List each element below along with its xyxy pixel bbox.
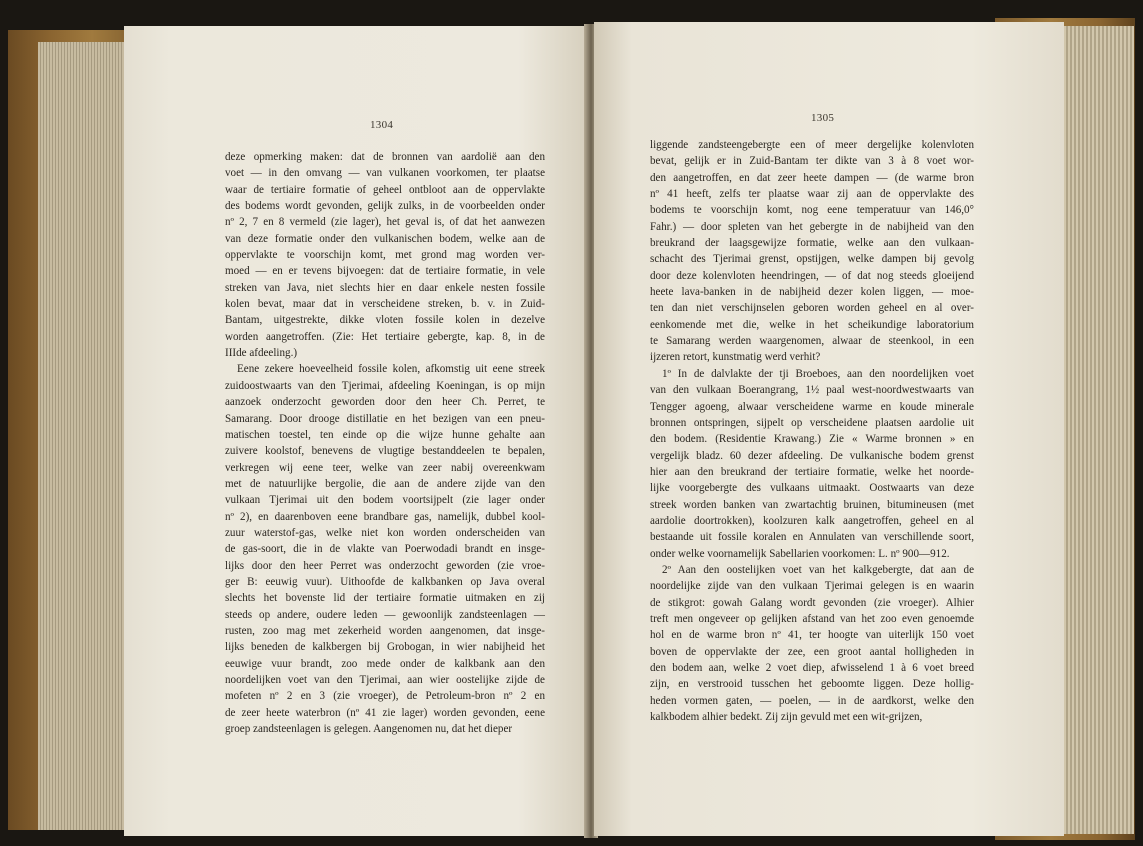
text-line: Samarang. Door drooge distillatie en het bezigen van een pneu- — [225, 412, 545, 425]
text-line: matischen toestel, ten einde op die wijze hunne gehalte aan — [225, 428, 545, 441]
text-line: moed — en er tevens bijvoegen: dat de tertiaire formatie, in vele — [225, 265, 545, 278]
text-line: lijke voorgebergte des vulkaans uitmaakt. Oostwaarts van deze — [650, 482, 974, 495]
text-line: bevat, gelijk er in Zuid-Bantam ter dikte van 3 à 8 voet wor- — [650, 155, 974, 168]
right-page-edges — [1062, 26, 1134, 834]
text-line: IIIde afdeeling.) — [225, 347, 298, 360]
text-line: ger B: eeuwig vuur). Uithoofde de kalkbanken op Java overal — [225, 575, 545, 588]
text-line: met de natuurlijke bergolie, die aan de andere zijde van den — [225, 477, 545, 490]
text-line: kalkbodem alhier bedekt. Zij zijn gevuld met een wit-grijzen, — [650, 711, 923, 724]
text-line: bodems te voorschijn komt, nog eene temperatuur van 146,0° — [650, 204, 974, 217]
text-line: kolen bevat, maar dat in verscheidene streken, b. v. in Zuid- — [225, 298, 545, 311]
text-line: de zeer heete waterbron (nº 41 zie lager) worden gevonden, eene — [225, 706, 545, 719]
text-line: te Samarang werden waargenomen, alwaar de steenkool, in een — [650, 335, 974, 348]
text-line: den bodem. (Residentie Krawang.) Zie « Warme bronnen » en — [650, 433, 974, 446]
text-line: den bodem aan, welke 2 voet diep, afwisselend 1 à 6 voet breed — [650, 662, 974, 674]
text-line: lijks beneden de kalkbergen bij Grobogan, in wier nabijheid het — [225, 641, 545, 654]
text-line: bestaande uit fossile koralen en Annulaten van verschillende soort, — [650, 531, 974, 544]
text-line: bronnen ontspringen, sijpelt op verscheidene plaatsen aardolie uit — [650, 416, 974, 429]
text-line: eenkomende met die, welke in het scheikundige laboratorium — [650, 318, 974, 331]
text-line: onder welke voornamelijk Sabellarien voorkomen: L. nº 900—912. — [650, 547, 950, 560]
text-line: waar de tertiaire formatie of geheel ontbloot aan de oppervlakte — [225, 183, 545, 196]
text-line: lijks door den heer Perret was onderzocht geworden (zie vroe- — [225, 559, 545, 572]
text-line: breukrand der laagsgewijze formatie, welke aan den vulkaan- — [650, 237, 974, 250]
text-line: 1º In de dalvlakte der tji Broeboes, aan den noordelijken voet — [662, 367, 974, 380]
text-line: nº 41 heeft, zelfs ter plaatse waar zij aan de oppervlakte des — [650, 188, 974, 201]
left-page-text — [225, 149, 545, 737]
text-line: vergelijk bladz. 60 dezer afdeeling. De vulkanische bodem grenst — [650, 449, 974, 462]
text-line: nº 2), en daarenboven eene brandbare gas, namelijk, dubbel kool- — [225, 510, 545, 523]
text-line: rusten, zoo mag met zekerheid worden aangenomen, dat insge- — [225, 624, 545, 637]
text-line: zijn, en verstrooid tusschen het geboomte liggen. Deze hollig- — [650, 678, 974, 691]
text-line: de gas-soort, die in de vlakte van Poerwodadi brandt en insge- — [225, 543, 545, 556]
text-line: van deze formatie onder den vulkanischen bodem, welke aan de — [225, 232, 545, 245]
right-page — [594, 22, 1064, 836]
left-page-number: 1304 — [370, 119, 394, 131]
text-line: Fahr.) — door spleten van het gebergte in de nabijheid van den — [650, 220, 974, 233]
text-line: verkregen wij eene teer, welke van zeer nabij overeenkwam — [225, 461, 545, 474]
text-line: Bantam, uitgestrekte, dikke vloten fossile kolen in dezelve — [225, 314, 545, 327]
left-page — [124, 26, 588, 836]
text-line: heete lava-banken in de nabijheid dezer kolen liggen, — moe- — [650, 286, 974, 299]
text-line: mofeten nº 2 en 3 (zie vroeger), de Petroleum-bron nº 2 en — [225, 690, 545, 703]
text-line: ijzeren retort, kunstmatig werd verhit? — [650, 351, 821, 364]
text-line: worden aangetroffen. (Zie: Het tertiaire gebergte, kap. 8, in de — [225, 330, 545, 343]
text-line: zuidoostwaarts van den Tjerimai, afdeeling Koeningan, is op mijn — [225, 379, 545, 392]
text-line: eeuwige vuur brandt, zoo mede onder de kalkbank aan den — [225, 657, 545, 670]
text-line: noordelijke zijde van den vulkaan Tjerimai gelegen is en waarin — [650, 580, 974, 593]
text-line: nº 2, 7 en 8 vermeld (zie lager), het geval is, of dat het aanwezen — [225, 216, 545, 229]
right-page-number: 1305 — [811, 112, 835, 124]
right-page-text — [650, 137, 974, 725]
text-line: liggende zandsteengebergte een of meer dergelijke kolenvloten — [650, 139, 974, 151]
text-line: des bodems wordt gevonden, gelijk zulks, in de voorbeelden onder — [225, 200, 545, 213]
text-line: schacht des Tjerimai grenst, opstijgen, welke dampen bij gevolg — [650, 253, 974, 266]
text-line: groep zandsteenlagen is gelegen. Aangenomen nu, dat het dieper — [225, 723, 513, 736]
text-line: streek worden banken van zwartachtig bruinen, bitumineusen (met — [650, 498, 974, 511]
text-line: 2º Aan den oostelijken voet van het kalkgebergte, dat aan de — [662, 563, 974, 576]
left-page-edges — [38, 42, 134, 830]
text-line: Eene zekere hoeveelheid fossile kolen, afkomstig uit eene streek — [237, 363, 545, 376]
text-line: boven de oppervlakte der zee, een groot aantal holligheden in — [650, 645, 974, 658]
text-line: de stikgrot: gowah Galang wordt gevonden (zie vroeger). Alhier — [650, 596, 974, 609]
text-line: streken van Java, niet slechts hier en daar enkele nesten fossile — [225, 281, 545, 294]
text-line: den aangetroffen, en dat zeer heete dampen — (de warme bron — [650, 171, 974, 184]
text-line: deze opmerking maken: dat de bronnen van aardolië aan den — [225, 151, 545, 163]
text-line: ten dan niet verschijnselen geboren worden geheel en al over- — [650, 302, 974, 315]
text-line: hol en de warme bron nº 41, ter hoogte van uiterlijk 150 voet — [650, 629, 974, 642]
text-line: aardolie doortrokken), koolzuren kalk aangetroffen, geheel en al — [650, 514, 974, 527]
text-line: voet — in den omvang — van vulkanen voorkomen, ter plaatse — [225, 167, 545, 180]
text-line: Tengger agoeng, alwaar verscheidene warme en koude minerale — [650, 400, 974, 413]
text-line: vulkaan Tjerimai uit den bodem voortsijpelt (zie lager onder — [225, 494, 545, 507]
text-line: oppervlakte te voorschijn komt, met grond mag worden ver- — [225, 249, 545, 262]
text-line: steeds op andere, oudere leden — gewoonlijk zandsteenlagen — — [225, 608, 545, 621]
text-line: slechts het bovenste lid der tertiaire formatie uitmaken en zij — [225, 592, 545, 605]
text-line: door deze kolenvloten heendringen, — of dat nog steeds gloeijend — [650, 269, 974, 282]
text-line: aanzoek onderzocht geworden door den heer Ch. Perret, te — [225, 396, 545, 409]
text-line: zuur waterstof-gas, welke niet kon worden onderscheiden van — [225, 526, 545, 539]
text-line: zuivere koolstof, benevens de vlugtige bestanddeelen te bepalen, — [225, 445, 545, 458]
text-line: hier aan den breukrand der tertiaire formatie, welke het noorde- — [650, 465, 974, 478]
text-line: noordelijken voet van den Tjerimai, aan wier oostelijke zijde de — [225, 674, 545, 686]
text-line: van den vulkaan Boerangrang, 1½ paal west-noordwestwaarts van — [650, 384, 974, 397]
text-line: treft men ongeveer op gelijken afstand van het zoo even genoemde — [650, 612, 974, 625]
text-line: heden vormen gaten, — poelen, — in de aardkorst, welke den — [650, 694, 974, 707]
